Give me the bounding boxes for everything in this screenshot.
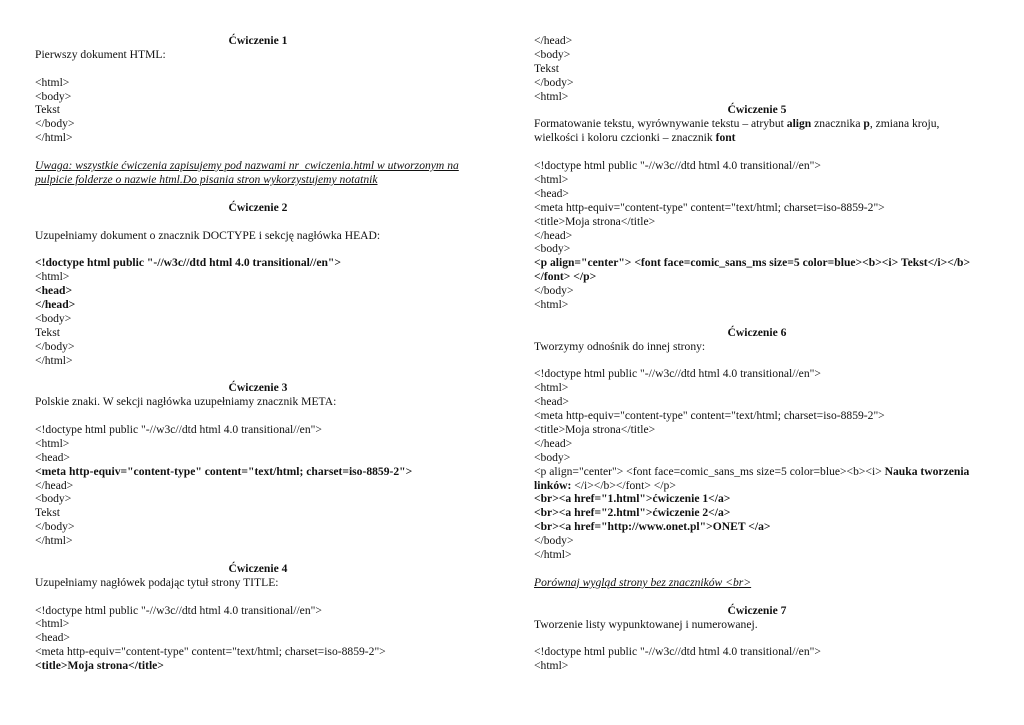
- keyword-align: align: [786, 117, 812, 131]
- left-column: [35, 34, 481, 673]
- code-line: <body>: [35, 311, 72, 325]
- code-line: <html>: [35, 75, 70, 89]
- code-line: <html>: [534, 659, 569, 673]
- heading-cwiczenie-4: Ćwiczenie 4: [228, 561, 288, 575]
- text-line: Uzupełniamy nagłówek podając tytuł strony TITLE:: [35, 575, 279, 589]
- blank-line: [534, 562, 980, 576]
- code-line: <!doctype html public "-//w3c//dtd html 4.0 transitional//en">: [35, 422, 322, 436]
- code-line: </html>: [534, 548, 572, 562]
- code-line: <head>: [35, 450, 70, 464]
- code-line: <meta http-equiv="content-type" content="text/html; charset=iso-8859-2">: [534, 409, 885, 423]
- blank-line: [35, 548, 481, 562]
- blank-line: [35, 409, 481, 423]
- text-line: Tworzymy odnośnik do innej strony:: [534, 339, 706, 353]
- text-line: Pierwszy dokument HTML:: [35, 47, 166, 61]
- description-text: , zmiana kroju, wielkości i koloru czcionki – znacznik: [534, 117, 940, 145]
- code-line: <!doctype html public "-//w3c//dtd html 4.0 transitional//en">: [35, 603, 322, 617]
- code-line: <title>Moja strona</title>: [35, 659, 164, 673]
- code-line: <head>: [534, 395, 569, 409]
- code-line: </body>: [35, 117, 75, 131]
- text-line: Uzupełniamy dokument o znacznik DOCTYPE i sekcję nagłówka HEAD:: [35, 228, 381, 242]
- code-line: <head>: [35, 284, 73, 298]
- code-line: <body>: [35, 492, 72, 506]
- note-text: Uwaga: wszystkie ćwiczenia zapisujemy pod nazwami nr_cwiczenia.html w utworzonym na pulpicie folderze o nazwie html.Do pisania stron wykorzystujemy notatnik: [35, 159, 459, 186]
- code-line: </body>: [35, 520, 75, 534]
- blank-line: [35, 187, 481, 201]
- code-line: </head>: [35, 297, 76, 311]
- description-text: znacznika: [811, 117, 864, 131]
- code-line: <title>Moja strona</title>: [534, 214, 656, 228]
- code-line: <br><a href="http://www.onet.pl">ONET </a>: [534, 520, 771, 534]
- code-line: </head>: [534, 228, 573, 242]
- blank-line: [35, 215, 481, 229]
- code-text: </i></b></font> </p>: [571, 478, 676, 492]
- code-line: <html>: [534, 381, 569, 395]
- code-line: <p align="center"> <font face=comic_sans_ms size=5 color=blue><b><i> Tekst</i></b></font> </p>: [534, 256, 971, 284]
- code-line: <body>: [35, 89, 72, 103]
- keyword-p: p: [863, 117, 870, 131]
- blank-line: [35, 590, 481, 604]
- code-line: <html>: [534, 297, 569, 311]
- code-line: <html>: [534, 89, 569, 103]
- code-line: <meta http-equiv="content-type" content="text/html; charset=iso-8859-2">: [35, 464, 413, 478]
- text-line: Tekst: [35, 506, 60, 520]
- code-text: <p align="center"> <font face=comic_sans_ms size=5 color=blue><b><i>: [534, 464, 885, 478]
- blank-line: [534, 631, 980, 645]
- code-line: <body>: [534, 450, 571, 464]
- code-line: </head>: [534, 436, 573, 450]
- code-bold-text: Nauka tworzenia linków:: [534, 464, 970, 492]
- exercise-5-description: [534, 117, 980, 145]
- code-line: <meta http-equiv="content-type" content="text/html; charset=iso-8859-2">: [534, 200, 885, 214]
- blank-line: [35, 367, 481, 381]
- text-line: Polskie znaki. W sekcji nagłówka uzupełniamy znacznik META:: [35, 395, 337, 409]
- heading-cwiczenie-6: Ćwiczenie 6: [727, 325, 787, 339]
- note-text: Porównaj wygląd strony bez znaczników <br>: [534, 575, 752, 589]
- text-line: Tworzenie listy wypunktowanej i numerowanej.: [534, 617, 758, 631]
- code-line: </body>: [534, 284, 574, 298]
- code-line: <body>: [534, 47, 571, 61]
- code-line: <!doctype html public "-//w3c//dtd html 4.0 transitional//en">: [35, 256, 341, 270]
- blank-line: [35, 62, 481, 76]
- heading-cwiczenie-7: Ćwiczenie 7: [727, 603, 787, 617]
- text-line: Tekst: [35, 325, 60, 339]
- code-line: <!doctype html public "-//w3c//dtd html 4.0 transitional//en">: [534, 159, 821, 173]
- code-line: <body>: [534, 242, 571, 256]
- text-line: Tekst: [534, 61, 559, 75]
- blank-line: [35, 242, 481, 256]
- text-line: Tekst: [35, 103, 60, 117]
- code-line: <html>: [35, 436, 70, 450]
- code-line: <html>: [35, 270, 70, 284]
- code-line: <html>: [534, 172, 569, 186]
- code-line: </head>: [534, 34, 573, 47]
- keyword-font: font: [715, 131, 736, 145]
- heading-cwiczenie-2: Ćwiczenie 2: [228, 200, 288, 214]
- heading-cwiczenie-3: Ćwiczenie 3: [228, 381, 288, 395]
- code-line: </html>: [35, 353, 73, 367]
- code-line: <html>: [35, 617, 70, 631]
- blank-line: [35, 145, 481, 159]
- code-line: </head>: [35, 478, 74, 492]
- heading-cwiczenie-5: Ćwiczenie 5: [727, 103, 787, 117]
- code-line: <!doctype html public "-//w3c//dtd html 4.0 transitional//en">: [534, 645, 821, 659]
- code-line: </html>: [35, 131, 73, 145]
- code-line: <br><a href="2.html">ćwiczenie 2</a>: [534, 506, 731, 520]
- heading-cwiczenie-1: Ćwiczenie 1: [228, 34, 288, 47]
- right-column: [534, 34, 980, 673]
- code-line: <head>: [35, 631, 70, 645]
- blank-line: [534, 354, 980, 368]
- code-line: <!doctype html public "-//w3c//dtd html 4.0 transitional//en">: [534, 367, 821, 381]
- code-line: <title>Moja strona</title>: [534, 423, 656, 436]
- blank-line: [534, 590, 980, 604]
- code-line: </body>: [35, 339, 75, 353]
- blank-line: [534, 312, 980, 326]
- code-line: </html>: [35, 534, 73, 548]
- code-line: <head>: [534, 186, 569, 200]
- code-line: </body>: [534, 534, 574, 548]
- code-line: <meta http-equiv="content-type" content="text/html; charset=iso-8859-2">: [35, 645, 386, 659]
- description-text: Formatowanie tekstu, wyrównywanie tekstu – atrybut: [534, 117, 787, 131]
- blank-line: [534, 145, 980, 159]
- code-line: <br><a href="1.html">ćwiczenie 1</a>: [534, 492, 731, 506]
- exercise-6-paragraph-code: [534, 465, 980, 493]
- code-line: </body>: [534, 75, 574, 89]
